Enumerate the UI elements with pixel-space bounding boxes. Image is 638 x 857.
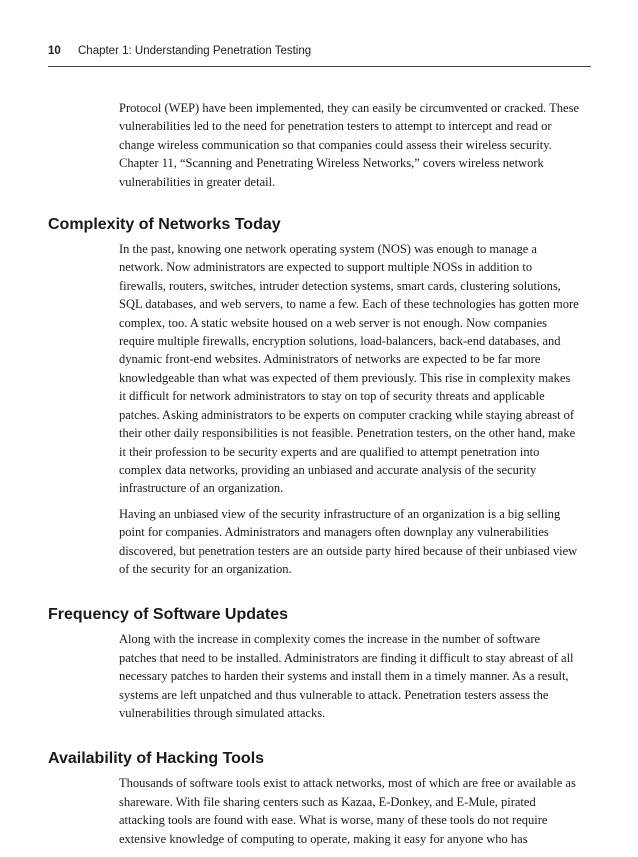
intro-paragraph: Protocol (WEP) have been implemented, they can easily be circumvented or cracked. These vulnerabilities led to the need for penetration testers to attempt to intercept and read or change wireless communication so that companies could assess their wireless security. Chapter 11, “Scanning and Penetrating Wireless Networks,” covers wireless network vulnerabilities in greater detail. xyxy=(119,101,580,189)
running-header xyxy=(48,44,591,58)
body-paragraph: Thousands of software tools exist to attack networks, most of which are free or available as shareware. With file sharing centers such as Kazaa, E-Donkey, and E-Mule, pirated attacking tools are found with ease. What is worse, many of these tools do not require extensive knowledge of computing to operate, making it easy for anyone who has xyxy=(119,776,576,846)
body-paragraph: In the past, knowing one network operating system (NOS) was enough to manage a network. Now administrators are expected to support multiple NOSs in addition to firewalls, routers, switches, intruder detection systems, smart cards, clustering solutions, SQL databases, and web servers, to name a few. Each of these technologies has gotten more complex, too. A static website housed on a web server is not enough. Now companies require multiple firewalls, encryption solutions, load-balancers, back-end databases, and dynamic front-end websites. Administrators of networks are expected to be far more knowledgeable than what was expected of them previously. This rise in complexity makes it difficult for network administrators to stay on top of security threats and applicable patches. Asking administrators to be experts on computer cracking while staying abreast of their other daily responsibilities is not feasible. Penetration testers, on the other hand, make it their profession to be security experts and are qualified to attempt penetration into complex data networks, providing an unbiased and accurate analysis of the security infrastructure of an organization. xyxy=(119,242,579,496)
body-paragraph: Along with the increase in complexity comes the increase in the number of software patches that need to be installed. Administrators are finding it difficult to stay abreast of all necessary patches to harden their systems and install them in a timely manner. As a result, systems are left unpatched and thus vulnerable to attack. Penetration testers assess the vulnerabilities through simulated attacks. xyxy=(119,632,574,720)
page-number: 10 xyxy=(48,45,61,57)
chapter-title: Chapter 1: Understanding Penetration Testing xyxy=(78,45,312,57)
section-heading-hacking-tools: Availability of Hacking Tools xyxy=(48,750,265,768)
body-paragraph: Having an unbiased view of the security infrastructure of an organization is a big selling point for companies. Administrators and managers often downplay any vulnerabilities discovered, but penetration testers are an outside party hired because of their unbiased view of the security for an organization. xyxy=(119,506,578,576)
page-body xyxy=(48,99,591,848)
section-heading-complexity: Complexity of Networks Today xyxy=(48,216,281,234)
header-rule xyxy=(48,66,591,67)
section-heading-software-updates: Frequency of Software Updates xyxy=(48,606,289,624)
